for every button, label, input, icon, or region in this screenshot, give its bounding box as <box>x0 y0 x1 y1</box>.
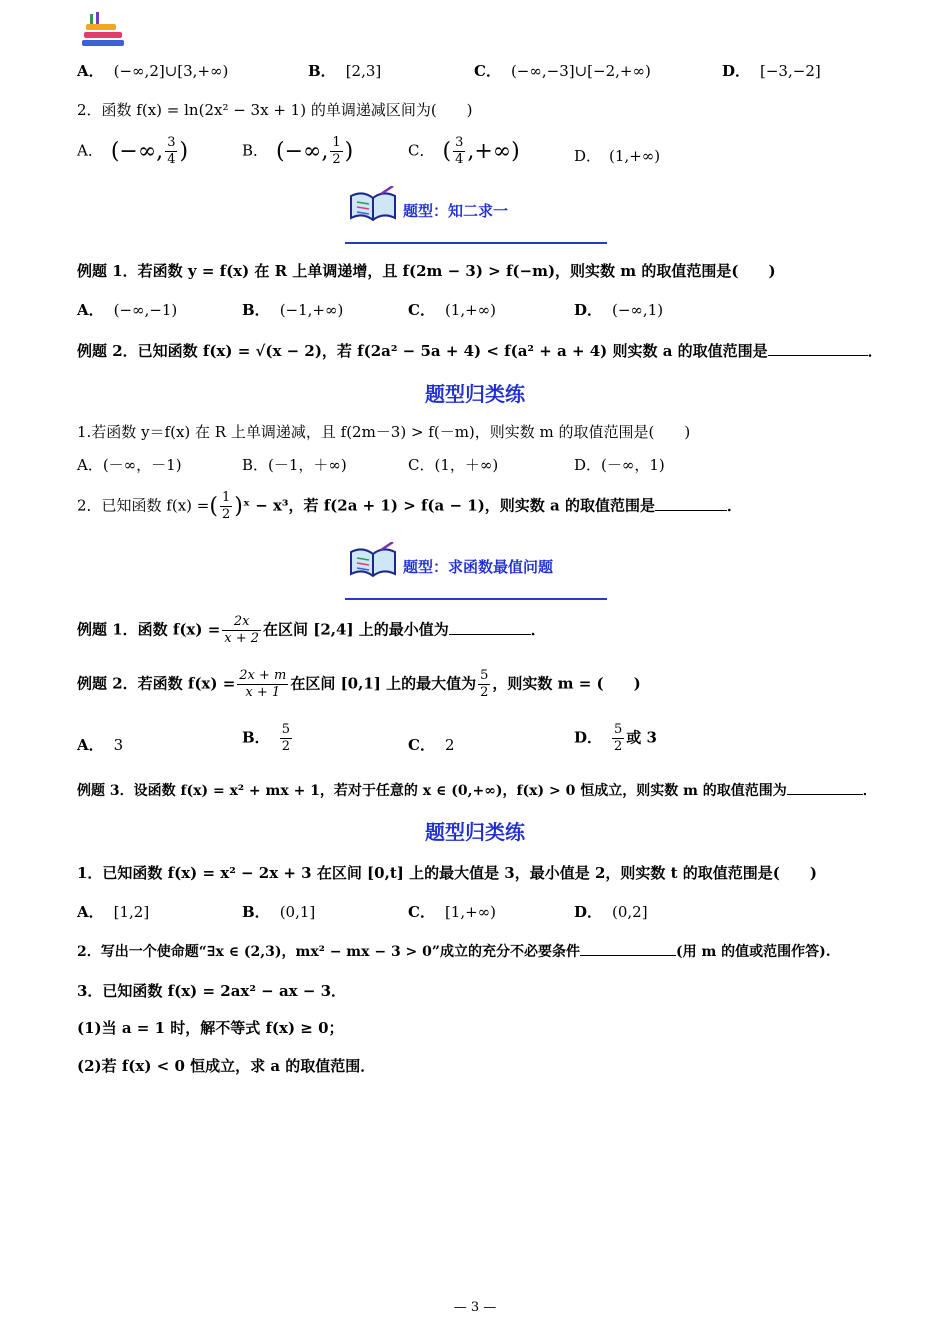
top-option-a: A． (−∞,2]∪[3,+∞) <box>77 62 229 80</box>
s1-practice2-stem: 2．已知函数 f(x) =( $\frac{1}{2}$ )ˣ − x³，若 f(2a + 1) > f(a − 1)，则实数 a 的取值范围是 ． <box>77 490 742 522</box>
section-heading-1: 题型：知二求一 <box>345 194 607 244</box>
q2-option-d: D． (1,+∞) <box>574 147 661 165</box>
s1-example1-stem: 例题 1．若函数 y = f(x) 在 R 上单调递增，且 f(2m − 3) > f(−m)，则实数 m 的取值范围是( ) <box>77 262 776 280</box>
s2-ex2-option-c: C． 2 <box>408 736 455 754</box>
s2-practice2-stem: 2．写出一个使命题“∃x ∈ (2,3)，mx² − mx − 3 > 0”成立的充分不必要条件 (用 m 的值或范围作答). <box>77 941 831 961</box>
s1-example2-stem: 例题 2．已知函数 f(x) = √(x − 2)，若 f(2a² − 5a + 4) < f(a² + a + 4) 则实数 a 的取值范围是 ． <box>77 342 883 360</box>
s2-p1-option-b: B． (0,1] <box>242 903 316 921</box>
logo-books-icon <box>80 10 128 50</box>
s1-p1-option-a: A．(－∞，－1) <box>77 456 182 474</box>
s2-example1-stem: 例题 1．函数 f(x) = $\frac{2x}{x + 2}$ 在区间 [2,4] 上的最小值为 ． <box>77 614 546 646</box>
s1-ex1-option-d: D． (−∞,1) <box>574 301 664 319</box>
s2-p1-option-c: C． [1,+∞) <box>408 903 497 921</box>
s2-practice1-stem: 1．已知函数 f(x) = x² − 2x + 3 在区间 [0,t] 上的最大值是 3，最小值是 2，则实数 t 的取值范围是( ) <box>77 864 817 882</box>
top-option-c: C． (−∞,−3]∪[−2,+∞) <box>474 62 651 80</box>
q2-option-c: C． ( $\frac{3}{4}$ ,+∞) <box>408 135 520 167</box>
s2-practice3-sub1: (1)当 a = 1 时，解不等式 f(x) ≥ 0； <box>77 1019 344 1037</box>
q2-option-a: A． (−∞, $\frac{3}{4}$ ) <box>77 135 189 167</box>
q2-stem: 2．函数 f(x) = ln(2x² − 3x + 1) 的单调递减区间为( ) <box>77 101 473 119</box>
s2-ex2-option-b: B． $\frac{5}{2}$ <box>242 722 290 754</box>
s2-p1-option-d: D． (0,2] <box>574 903 648 921</box>
s1-ex1-option-b: B． (−1,+∞) <box>242 301 344 319</box>
section-heading-2: 题型：求函数最值问题 <box>345 550 607 600</box>
s2-p1-option-a: A． [1,2] <box>77 903 150 921</box>
s2-practice3-sub2: (2)若 f(x) < 0 恒成立，求 a 的取值范围． <box>77 1057 376 1075</box>
page-number: — 3 — <box>453 1300 497 1315</box>
q2-option-b: B． (−∞, $\frac{1}{2}$ ) <box>242 135 354 167</box>
s2-ex2-option-a: A． 3 <box>77 736 124 754</box>
s2-example2-stem: 例题 2．若函数 f(x) = $\frac{2x + m}{x + 1}$ 在区间 [0,1] 上的最大值为 $\frac{5}{2}$ ，则实数 m = ( ) <box>77 668 641 700</box>
s1-p1-option-b: B．(－1，＋∞) <box>242 456 347 474</box>
s2-practice-title: 题型归类练 <box>425 820 525 844</box>
top-option-d: D． [−3,−2] <box>722 62 821 80</box>
s1-ex1-option-a: A． (−∞,−1) <box>77 301 178 319</box>
open-book-icon <box>347 186 399 224</box>
open-book-icon <box>347 542 399 580</box>
s1-practice-title: 题型归类练 <box>425 382 525 406</box>
top-option-b: B． [2,3] <box>308 62 382 80</box>
s1-p1-option-c: C．(1，＋∞) <box>408 456 499 474</box>
s2-example3-stem: 例题 3．设函数 f(x) = x² + mx + 1，若对于任意的 x ∈ (0,+∞)，f(x) > 0 恒成立，则实数 m 的取值范围为 ． <box>77 780 877 800</box>
s1-practice1-stem: 1.若函数 y＝f(x) 在 R 上单调递减，且 f(2m－3) > f(－m)，则实数 m 的取值范围是( ) <box>77 423 691 441</box>
s1-p1-option-d: D．(－∞，1) <box>574 456 665 474</box>
s2-practice3-stem: 3．已知函数 f(x) = 2ax² − ax − 3． <box>77 982 347 1000</box>
s1-ex1-option-c: C． (1,+∞) <box>408 301 497 319</box>
s2-ex2-option-d: D． $\frac{5}{2}$ 或 3 <box>574 722 657 754</box>
